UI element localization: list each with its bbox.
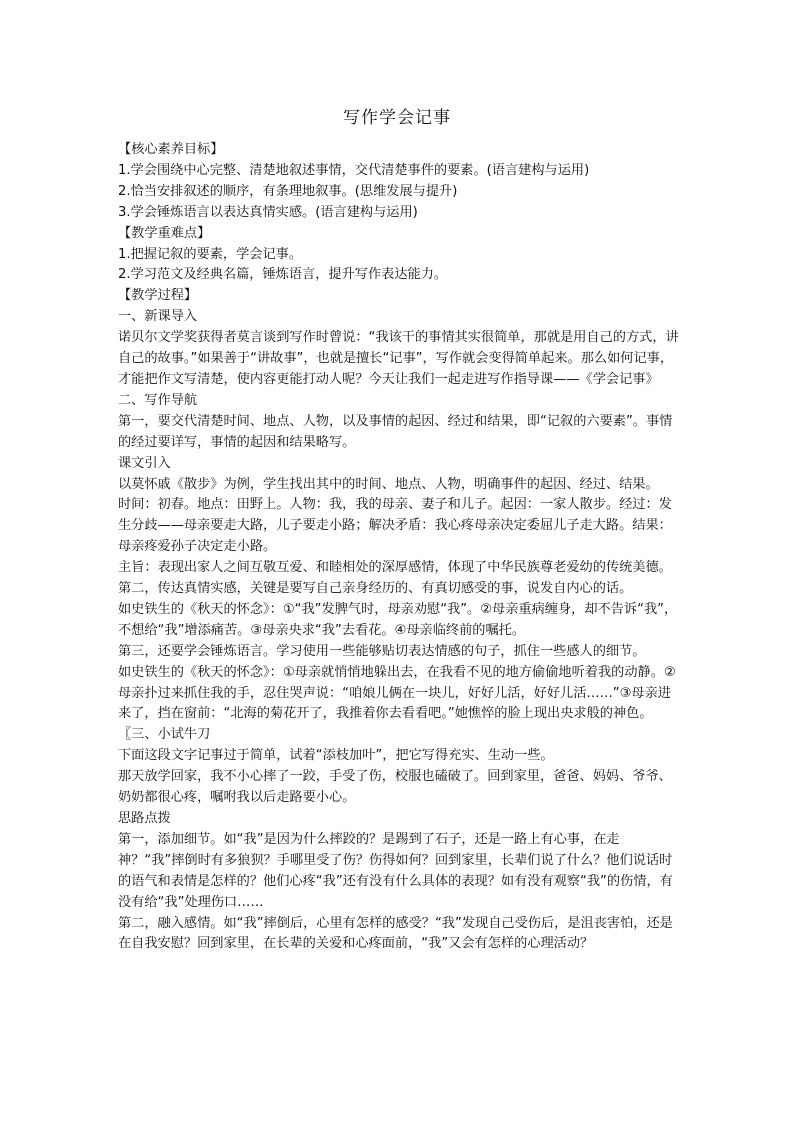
subheading: 一、新课导入 bbox=[118, 309, 198, 325]
section-heading: 【核心素养目标】 bbox=[118, 142, 224, 157]
paragraph: 1.把握记叙的要素，学会记事。 bbox=[118, 246, 303, 262]
paragraph: 2.恰当安排叙述的顺序，有条理地叙事。(思维发展与提升) bbox=[118, 183, 458, 199]
paragraph: 第三，还要学会锤炼语言。学习使用一些能够贴切表达情感的句子，抓住一些感人的细节。 bbox=[118, 643, 646, 659]
subheading: 思路点拨 bbox=[118, 811, 171, 826]
section-heading: 【教学过程】 bbox=[118, 288, 198, 304]
paragraph: 那天放学回家，我不小心摔了一跤，手受了伤，校服也磕破了。回到家里，爸爸、妈妈、爷爷、奶奶都很心疼，嘱咐我以后走路要小心。 bbox=[118, 769, 672, 806]
document-title: 写作学会记事 bbox=[343, 108, 451, 128]
subheading: 课文引入 bbox=[118, 455, 171, 471]
document-body bbox=[118, 140, 684, 955]
paragraph: 诺贝尔文学奖获得者莫言谈到写作时曾说：“我该干的事情其实很简单，那就是用自己的方式，讲自己的故事。”如果善于“讲故事”，也就是擅长“记事”，写作就会变得简单起来。那么如何记事，才能把作文写清楚，使内容更能打动人呢？今天让我们一起走进写作指导课——《学会记事》 bbox=[118, 330, 679, 387]
paragraph: 如史铁生的《秋天的怀念》：①“我”发脾气时，母亲劝慰“我”。②母亲重病缠身，却不告诉“我”，不想给“我”增添痛苦。③母亲央求“我”去看花。④母亲临终前的嘱托。 bbox=[118, 601, 678, 638]
paragraph: 主旨：表现出家人之间互敬互爱、和睦相处的深厚感情，体现了中华民族尊老爱幼的传统美德。 bbox=[118, 560, 672, 576]
section-heading: 【教学重难点】 bbox=[118, 225, 211, 241]
paragraph: 以莫怀戚《散步》为例，学生找出其中的时间、地点、人物，明确事件的起因、经过、结果。 bbox=[118, 476, 659, 492]
subheading: 二、写作导航 bbox=[118, 392, 198, 408]
paragraph: 2.学习范文及经典名篇，锤炼语言，提升写作表达能力。 bbox=[118, 267, 448, 283]
paragraph: 第二，融入感情。如“我”摔倒后，心里有怎样的感受？“我”发现自己受伤后，是沮丧害怕，还是在自我安慰？回到家里，在长辈的关爱和心疼面前，“我”又会有怎样的心理活动？ bbox=[118, 915, 673, 952]
paragraph: 第一，要交代清楚时间、地点、人物，以及事情的起因、经过和结果，即“记叙的六要素”。事情的经过要详写，事情的起因和结果略写。 bbox=[118, 413, 673, 450]
paragraph: 3.学会锤炼语言以表达真情实感。(语言建构与运用) bbox=[118, 204, 418, 220]
paragraph: 如史铁生的《秋天的怀念》：①母亲就悄悄地躲出去，在我看不见的地方偷偷地听着我的动静。②母亲扑过来抓住我的手，忍住哭声说：“咱娘儿俩在一块儿，好好儿活，好好儿活……”③母亲进来了，挡在窗前：“北海的菊花开了，我推着你去看看吧。”她憔悴的脸上现出央求般的神色。 bbox=[118, 664, 676, 722]
paragraph: 时间：初春。地点：田野上。人物：我，我的母亲、妻子和儿子。起因：一家人散步。经过：发生分歧——母亲要走大路，儿子要走小路；解决矛盾：我心疼母亲决定委屈儿子走大路。结果：母亲疼爱孙子决定走小路。 bbox=[118, 497, 672, 555]
paragraph: 第二，传达真情实感，关键是要写自己亲身经历的、有真切感受的事，说发自内心的话。 bbox=[118, 581, 633, 597]
paragraph: 第一，添加细节。如“我”是因为什么摔跤的？是踢到了石子，还是一路上有心事，在走神？“我”摔倒时有多狼狈？手哪里受了伤？伤得如何？回到家里，长辈们说了什么？他们说话时的语气和表情是怎样的？他们心疼“我”还有没有什么具体的表现？如有没有观察“我”的伤情，有没有给“我”处理伤口…… bbox=[118, 831, 673, 910]
paragraph: 下面这段文字记事过于简单，试着“添枝加叶”，把它写得充实、生动一些。 bbox=[118, 748, 554, 764]
paragraph: 1.学会围绕中心完整、清楚地叙述事情，交代清楚事件的要素。(语言建构与运用) bbox=[118, 162, 590, 178]
subheading: 〖三、小试牛刀 bbox=[118, 727, 211, 743]
